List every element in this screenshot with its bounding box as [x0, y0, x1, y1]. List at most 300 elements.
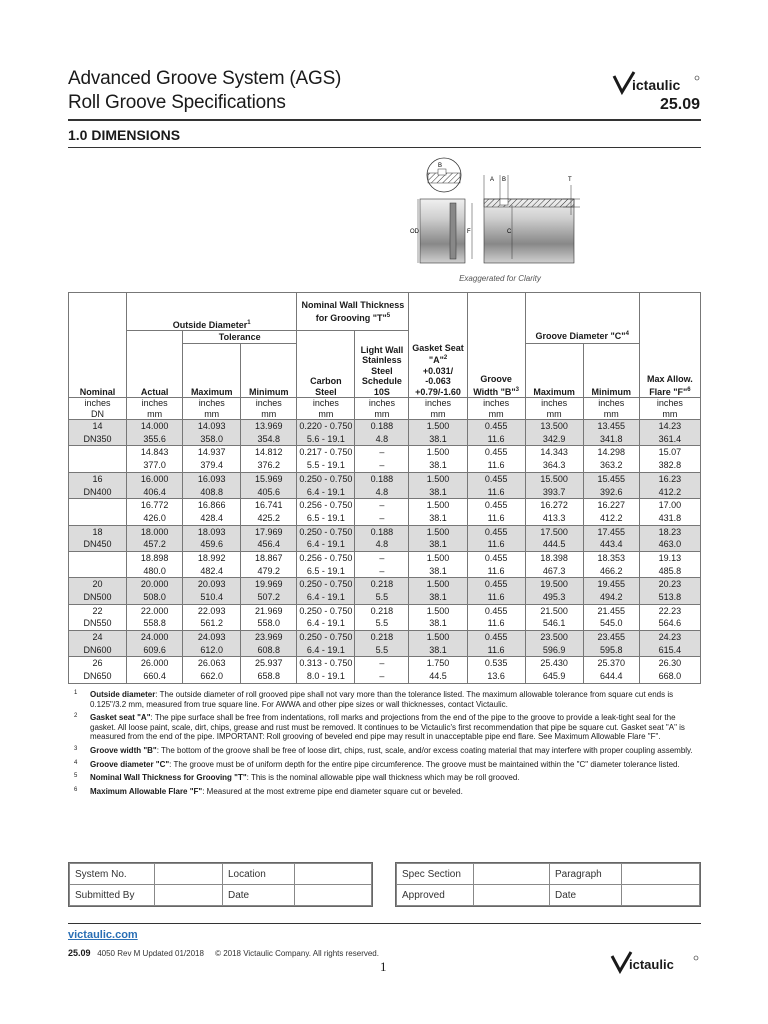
table-cell: 364.3 [525, 459, 583, 472]
table-cell: 1.500 [409, 631, 467, 644]
col-head-gasket: Gasket Seat "A"$^2$ +0.031/ -0.063 +0.79/-1.60 [409, 293, 467, 398]
table-cell: 495.3 [525, 591, 583, 604]
table-cell: 482.4 [183, 565, 241, 578]
table-cell: 25.370 [583, 657, 639, 670]
table-cell: 21.969 [241, 604, 297, 617]
table-row [69, 525, 701, 538]
table-cell: 19.13 [639, 551, 700, 564]
table-cell: 341.8 [583, 433, 639, 446]
col-head-groove-width: Groove Width "B"$^3$ [467, 293, 525, 398]
table-row [69, 433, 701, 446]
table-body [69, 420, 701, 684]
table-cell: 382.8 [639, 459, 700, 472]
table-cell: 425.2 [241, 512, 297, 525]
table-cell: 22 [69, 604, 127, 617]
table-cell: 38.1 [409, 459, 467, 472]
table-cell: 355.6 [127, 433, 183, 446]
diagram-label-b: B [502, 177, 507, 183]
table-cell: 412.2 [583, 512, 639, 525]
col-group-tolerance: Tolerance [183, 331, 297, 344]
table-cell: 20.000 [127, 578, 183, 591]
paragraph-field[interactable] [622, 864, 700, 885]
table-cell: 0.256 - 0.750 [297, 551, 355, 564]
table-cell: 18.898 [127, 551, 183, 564]
table-cell: 26 [69, 657, 127, 670]
table-cell: – [355, 670, 409, 683]
table-cell: 26.063 [183, 657, 241, 670]
units-cell: inches mm [183, 398, 241, 420]
table-cell: 38.1 [409, 538, 467, 551]
date-field-left[interactable] [295, 885, 372, 906]
table-cell: 15.455 [583, 472, 639, 485]
table-cell: 513.8 [639, 591, 700, 604]
table-cell: 16 [69, 472, 127, 485]
table-cell: 6.4 - 19.1 [297, 644, 355, 657]
table-cell: 14 [69, 420, 127, 433]
footnote: 5 Nominal Wall Thickness for Grooving "T": This is the nominal allowable pipe wall thickness which may be roll grooved. [74, 773, 520, 783]
table-cell: 376.2 [241, 459, 297, 472]
table-cell: 6.5 - 19.1 [297, 565, 355, 578]
table-cell: 609.6 [127, 644, 183, 657]
table-cell: 18 [69, 525, 127, 538]
table-cell: 0.455 [467, 631, 525, 644]
groove-diagram [408, 155, 583, 273]
system-no-field[interactable] [155, 864, 223, 885]
table-cell: 24.000 [127, 631, 183, 644]
table-cell: 412.2 [639, 485, 700, 498]
section-rule [68, 147, 701, 148]
table-cell: 0.455 [467, 525, 525, 538]
table-cell: 0.217 - 0.750 [297, 446, 355, 459]
table-cell: 0.535 [467, 657, 525, 670]
table-cell: 16.093 [183, 472, 241, 485]
table-cell: 15.969 [241, 472, 297, 485]
table-cell [69, 446, 127, 459]
table-cell: 5.5 [355, 591, 409, 604]
table-cell: DN600 [69, 644, 127, 657]
footer-victaulic-logo [610, 950, 702, 974]
table-cell: 16.772 [127, 499, 183, 512]
table-cell: 479.2 [241, 565, 297, 578]
col-group-wall: Nominal Wall Thickness for Grooving "T"$^5$ [297, 293, 409, 331]
table-cell: 463.0 [639, 538, 700, 551]
table-cell: 20 [69, 578, 127, 591]
table-cell: 0.455 [467, 446, 525, 459]
table-cell: 26.000 [127, 657, 183, 670]
table-cell: 11.6 [467, 591, 525, 604]
date-label-left: Date [223, 885, 295, 906]
col-head-gd-min: Minimum [583, 344, 639, 398]
table-cell: 358.0 [183, 433, 241, 446]
table-cell: 22.23 [639, 604, 700, 617]
table-cell [69, 499, 127, 512]
paragraph-label: Paragraph [550, 864, 622, 885]
table-cell [69, 551, 127, 564]
table-cell: 561.2 [183, 617, 241, 630]
table-cell: 1.500 [409, 551, 467, 564]
table-cell: 38.1 [409, 485, 467, 498]
diagram-label-t: T [568, 177, 572, 183]
table-cell: 19.500 [525, 578, 583, 591]
table-cell: 612.0 [183, 644, 241, 657]
table-cell: 405.6 [241, 485, 297, 498]
table-cell: 595.8 [583, 644, 639, 657]
table-cell: 22.093 [183, 604, 241, 617]
footer-rule [68, 923, 701, 924]
table-row [69, 565, 701, 578]
table-cell: 507.2 [241, 591, 297, 604]
form-left [68, 862, 373, 907]
doc-number: 25.09 [659, 96, 700, 113]
table-row [69, 459, 701, 472]
table-cell: 658.8 [241, 670, 297, 683]
table-row [69, 472, 701, 485]
table-cell: 0.455 [467, 472, 525, 485]
col-head-nominal: Nominal [69, 293, 127, 398]
table-cell: 0.250 - 0.750 [297, 578, 355, 591]
table-cell: 426.0 [127, 512, 183, 525]
table-cell: 14.843 [127, 446, 183, 459]
submitted-by-field[interactable] [155, 885, 223, 906]
units-cell: inches DN [69, 398, 127, 420]
table-cell [69, 565, 127, 578]
table-cell: 392.6 [583, 485, 639, 498]
table-cell: DN350 [69, 433, 127, 446]
table-cell: 38.1 [409, 512, 467, 525]
table-cell: 6.4 - 19.1 [297, 485, 355, 498]
table-cell: 1.500 [409, 525, 467, 538]
table-cell: 11.6 [467, 512, 525, 525]
units-row [69, 398, 701, 420]
table-cell: – [355, 551, 409, 564]
table-cell: 4.8 [355, 538, 409, 551]
table-cell: – [355, 565, 409, 578]
table-cell: 23.455 [583, 631, 639, 644]
document-title [68, 67, 341, 115]
table-cell: – [355, 657, 409, 670]
table-cell: 17.00 [639, 499, 700, 512]
table-row [69, 631, 701, 644]
table-cell: 1.500 [409, 472, 467, 485]
table-cell: 20.23 [639, 578, 700, 591]
table-row [69, 644, 701, 657]
table-cell: 16.227 [583, 499, 639, 512]
dimensions-table [68, 292, 701, 684]
table-cell: 443.4 [583, 538, 639, 551]
table-cell: 18.353 [583, 551, 639, 564]
header-rule [68, 119, 701, 121]
table-cell: 379.4 [183, 459, 241, 472]
title-line-2: Roll Groove Specifications [68, 92, 286, 113]
table-cell: 361.4 [639, 433, 700, 446]
table-cell: 11.6 [467, 433, 525, 446]
table-cell: – [355, 459, 409, 472]
table-cell: 14.343 [525, 446, 583, 459]
svg-text:ictaulic: ictaulic [632, 77, 681, 93]
table-cell: 19.455 [583, 578, 639, 591]
table-cell: 1.500 [409, 578, 467, 591]
table-cell: 11.6 [467, 565, 525, 578]
footer-revision: 4050 Rev M Updated 01/2018 [97, 949, 204, 958]
table-cell: 24.093 [183, 631, 241, 644]
table-cell: 14.000 [127, 420, 183, 433]
table-cell: 0.455 [467, 604, 525, 617]
table-cell: 44.5 [409, 670, 467, 683]
units-cell: inches mm [127, 398, 183, 420]
units-cell: inches mm [639, 398, 700, 420]
table-cell: DN550 [69, 617, 127, 630]
table-cell: 22.000 [127, 604, 183, 617]
table-row [69, 551, 701, 564]
table-cell: 408.8 [183, 485, 241, 498]
table-cell: 38.1 [409, 565, 467, 578]
table-cell: 0.188 [355, 525, 409, 538]
table-cell: 564.6 [639, 617, 700, 630]
table-cell: 4.8 [355, 485, 409, 498]
table-cell: 18.000 [127, 525, 183, 538]
table-cell: 558.8 [127, 617, 183, 630]
table-cell: 456.4 [241, 538, 297, 551]
table-row [69, 591, 701, 604]
table-cell: 5.5 [355, 644, 409, 657]
table-cell: 668.0 [639, 670, 700, 683]
table-cell: 485.8 [639, 565, 700, 578]
table-cell: 596.9 [525, 644, 583, 657]
table-cell: 14.093 [183, 420, 241, 433]
diagram-label-a: A [490, 177, 495, 183]
table-cell: 662.0 [183, 670, 241, 683]
table-cell: 645.9 [525, 670, 583, 683]
table-cell: 608.8 [241, 644, 297, 657]
col-head-od-max: Maximum [183, 344, 241, 398]
table-row [69, 446, 701, 459]
table-cell: – [355, 446, 409, 459]
units-cell: inches mm [297, 398, 355, 420]
table-cell: 11.6 [467, 538, 525, 551]
table-cell: 466.2 [583, 565, 639, 578]
table-cell: 0.220 - 0.750 [297, 420, 355, 433]
table-cell: 0.250 - 0.750 [297, 472, 355, 485]
table-cell: 38.1 [409, 591, 467, 604]
table-cell: 8.0 - 19.1 [297, 670, 355, 683]
table-cell: 1.750 [409, 657, 467, 670]
approved-label: Approved [397, 885, 474, 906]
table-cell: 11.6 [467, 617, 525, 630]
table-cell: 0.188 [355, 420, 409, 433]
website-link[interactable]: victaulic.com [68, 929, 138, 941]
spec-section-label: Spec Section [397, 864, 474, 885]
table-cell: 444.5 [525, 538, 583, 551]
col-head-lightwall: Light Wall Stainless Steel Schedule 10S [355, 331, 409, 398]
table-row [69, 578, 701, 591]
table-cell: 0.218 [355, 578, 409, 591]
table-cell: 393.7 [525, 485, 583, 498]
table-cell: 1.500 [409, 499, 467, 512]
table-cell: 467.3 [525, 565, 583, 578]
table-cell: 15.07 [639, 446, 700, 459]
table-cell: 26.30 [639, 657, 700, 670]
table-row [69, 499, 701, 512]
units-cell: inches mm [409, 398, 467, 420]
table-cell: 459.6 [183, 538, 241, 551]
table-cell: 23.500 [525, 631, 583, 644]
submitted-by-label: Submitted By [70, 885, 155, 906]
table-cell: 14.937 [183, 446, 241, 459]
date-label-right: Date [550, 885, 622, 906]
table-cell: 18.398 [525, 551, 583, 564]
table-cell: 20.093 [183, 578, 241, 591]
table-row [69, 512, 701, 525]
table-cell: 18.23 [639, 525, 700, 538]
table-cell: 546.1 [525, 617, 583, 630]
table-row [69, 617, 701, 630]
table-cell: 457.2 [127, 538, 183, 551]
table-cell: 16.23 [639, 472, 700, 485]
table-cell: 480.0 [127, 565, 183, 578]
page-number: 1 [380, 959, 387, 974]
table-cell: 494.2 [583, 591, 639, 604]
table-cell: 0.455 [467, 420, 525, 433]
table-cell: 17.969 [241, 525, 297, 538]
table-cell: 1.500 [409, 604, 467, 617]
units-cell: inches mm [525, 398, 583, 420]
date-field-right[interactable] [622, 885, 700, 906]
footnote: 6 Maximum Allowable Flare "F": Measured at the most extreme pipe end diameter square cut or beveled. [74, 786, 463, 796]
table-cell: 508.0 [127, 591, 183, 604]
table-cell: 25.430 [525, 657, 583, 670]
table-cell: 14.298 [583, 446, 639, 459]
footer-copyright: © 2018 Victaulic Company. All rights reserved. [215, 949, 379, 958]
table-cell: – [355, 499, 409, 512]
table-cell: 16.272 [525, 499, 583, 512]
table-row [69, 657, 701, 670]
table-cell: DN500 [69, 591, 127, 604]
table-cell: 11.6 [467, 485, 525, 498]
table-cell: 6.5 - 19.1 [297, 512, 355, 525]
diagram-label-b-top: B [438, 163, 443, 169]
table-cell: 644.4 [583, 670, 639, 683]
diagram-label-c: C [507, 229, 512, 235]
table-row [69, 538, 701, 551]
col-head-carbon: Carbon Steel [297, 331, 355, 398]
table-cell: 0.250 - 0.750 [297, 631, 355, 644]
table-row [69, 670, 701, 683]
section-title: 1.0 DIMENSIONS [68, 127, 181, 143]
table-cell: 660.4 [127, 670, 183, 683]
table-cell: 18.867 [241, 551, 297, 564]
table-cell: DN650 [69, 670, 127, 683]
form-right [395, 862, 701, 907]
table-cell: 19.969 [241, 578, 297, 591]
table-cell: 5.5 - 19.1 [297, 459, 355, 472]
table-cell: 363.2 [583, 459, 639, 472]
location-field[interactable] [295, 864, 372, 885]
footnote: 1 Outside diameter: The outside diameter of roll grooved pipe shall not vary more than the tolerance listed. The maximum allowable tolerance from square cut ends is 0.125"/3.2 mm, measured from true square line. For AWWA and other pipe sizes or wall thicknesses, contact Victaulic. [74, 690, 674, 709]
table-cell: – [355, 512, 409, 525]
table-cell: 0.455 [467, 551, 525, 564]
table-cell: 6.4 - 19.1 [297, 591, 355, 604]
table-cell: 1.500 [409, 420, 467, 433]
units-cell: inches mm [355, 398, 409, 420]
table-cell: 354.8 [241, 433, 297, 446]
approved-field[interactable] [474, 885, 550, 906]
table-cell: 545.0 [583, 617, 639, 630]
table-cell: 342.9 [525, 433, 583, 446]
table-cell: 38.1 [409, 644, 467, 657]
title-line-1: Advanced Groove System (AGS) [68, 68, 342, 89]
diagram-caption: Exaggerated for Clarity [459, 274, 541, 283]
table-cell: 413.3 [525, 512, 583, 525]
table-cell: 18.093 [183, 525, 241, 538]
table-cell: 0.250 - 0.750 [297, 525, 355, 538]
victaulic-logo [612, 70, 702, 96]
table-cell: 5.5 [355, 617, 409, 630]
table-cell: 11.6 [467, 644, 525, 657]
table-cell: 428.4 [183, 512, 241, 525]
table-row [69, 604, 701, 617]
table-cell: 18.992 [183, 551, 241, 564]
table-cell: 13.455 [583, 420, 639, 433]
table-cell: 13.6 [467, 670, 525, 683]
system-no-label: System No. [70, 864, 155, 885]
table-cell: 4.8 [355, 433, 409, 446]
table-cell: 16.866 [183, 499, 241, 512]
diagram-label-f: F [467, 229, 471, 235]
table-cell: 11.6 [467, 459, 525, 472]
table-cell: 14.23 [639, 420, 700, 433]
units-cell: inches mm [467, 398, 525, 420]
table-cell: 21.455 [583, 604, 639, 617]
table-cell: 0.256 - 0.750 [297, 499, 355, 512]
table-cell: 16.000 [127, 472, 183, 485]
diagram-label-od: OD [410, 229, 419, 235]
col-head-flare: Max Allow. Flare "F"$^6$ [639, 293, 700, 398]
units-cell: inches mm [583, 398, 639, 420]
table-cell: 24.23 [639, 631, 700, 644]
table-cell: 1.500 [409, 446, 467, 459]
spec-section-field[interactable] [474, 864, 550, 885]
table-cell: 0.455 [467, 578, 525, 591]
svg-text:ictaulic: ictaulic [629, 957, 674, 972]
table-cell: DN450 [69, 538, 127, 551]
table-cell: 16.741 [241, 499, 297, 512]
col-head-od-min: Minimum [241, 344, 297, 398]
table-cell: 15.500 [525, 472, 583, 485]
table-cell: 0.313 - 0.750 [297, 657, 355, 670]
footnote: 2 Gasket seat "A": The pipe surface shall be free from indentations, roll marks and projections from the end of the pipe to the groove to provide a leak-tight seal for the gasket. All loose paint, scale, dirt, chips, grease and rust must be removed. It continues to be Victaulic's first recommendation that pipe be square cut. Gasket seat "A" is measured from the end of the pipe. IMPORTANT: Roll grooving of beveled end pipe may result in unacceptable pipe end flare. See Maximum Allowable Flare "F". [74, 713, 685, 742]
col-head-actual: Actual [127, 331, 183, 398]
footer-info [68, 948, 379, 958]
col-head-gd-max: Maximum [525, 344, 583, 398]
table-cell: 21.500 [525, 604, 583, 617]
units-cell: inches mm [241, 398, 297, 420]
table-row [69, 420, 701, 433]
table-cell: 13.969 [241, 420, 297, 433]
table-cell: 510.4 [183, 591, 241, 604]
footnotes [74, 690, 701, 800]
col-group-groove-dia: Groove Diameter "C"$^4$ [525, 293, 639, 344]
table-cell [69, 459, 127, 472]
table-cell: 0.250 - 0.750 [297, 604, 355, 617]
col-group-od: Outside Diameter$^1$ [127, 293, 297, 331]
table-cell: 25.937 [241, 657, 297, 670]
table-cell: 615.4 [639, 644, 700, 657]
footnote: 4 Groove diameter "C": The groove must be of uniform depth for the entire pipe circumference. The groove must be maintained within the "C" diameter tolerance listed. [74, 759, 680, 769]
table-cell: 558.0 [241, 617, 297, 630]
table-cell: 0.188 [355, 472, 409, 485]
table-cell: 0.218 [355, 604, 409, 617]
table-cell: DN400 [69, 485, 127, 498]
